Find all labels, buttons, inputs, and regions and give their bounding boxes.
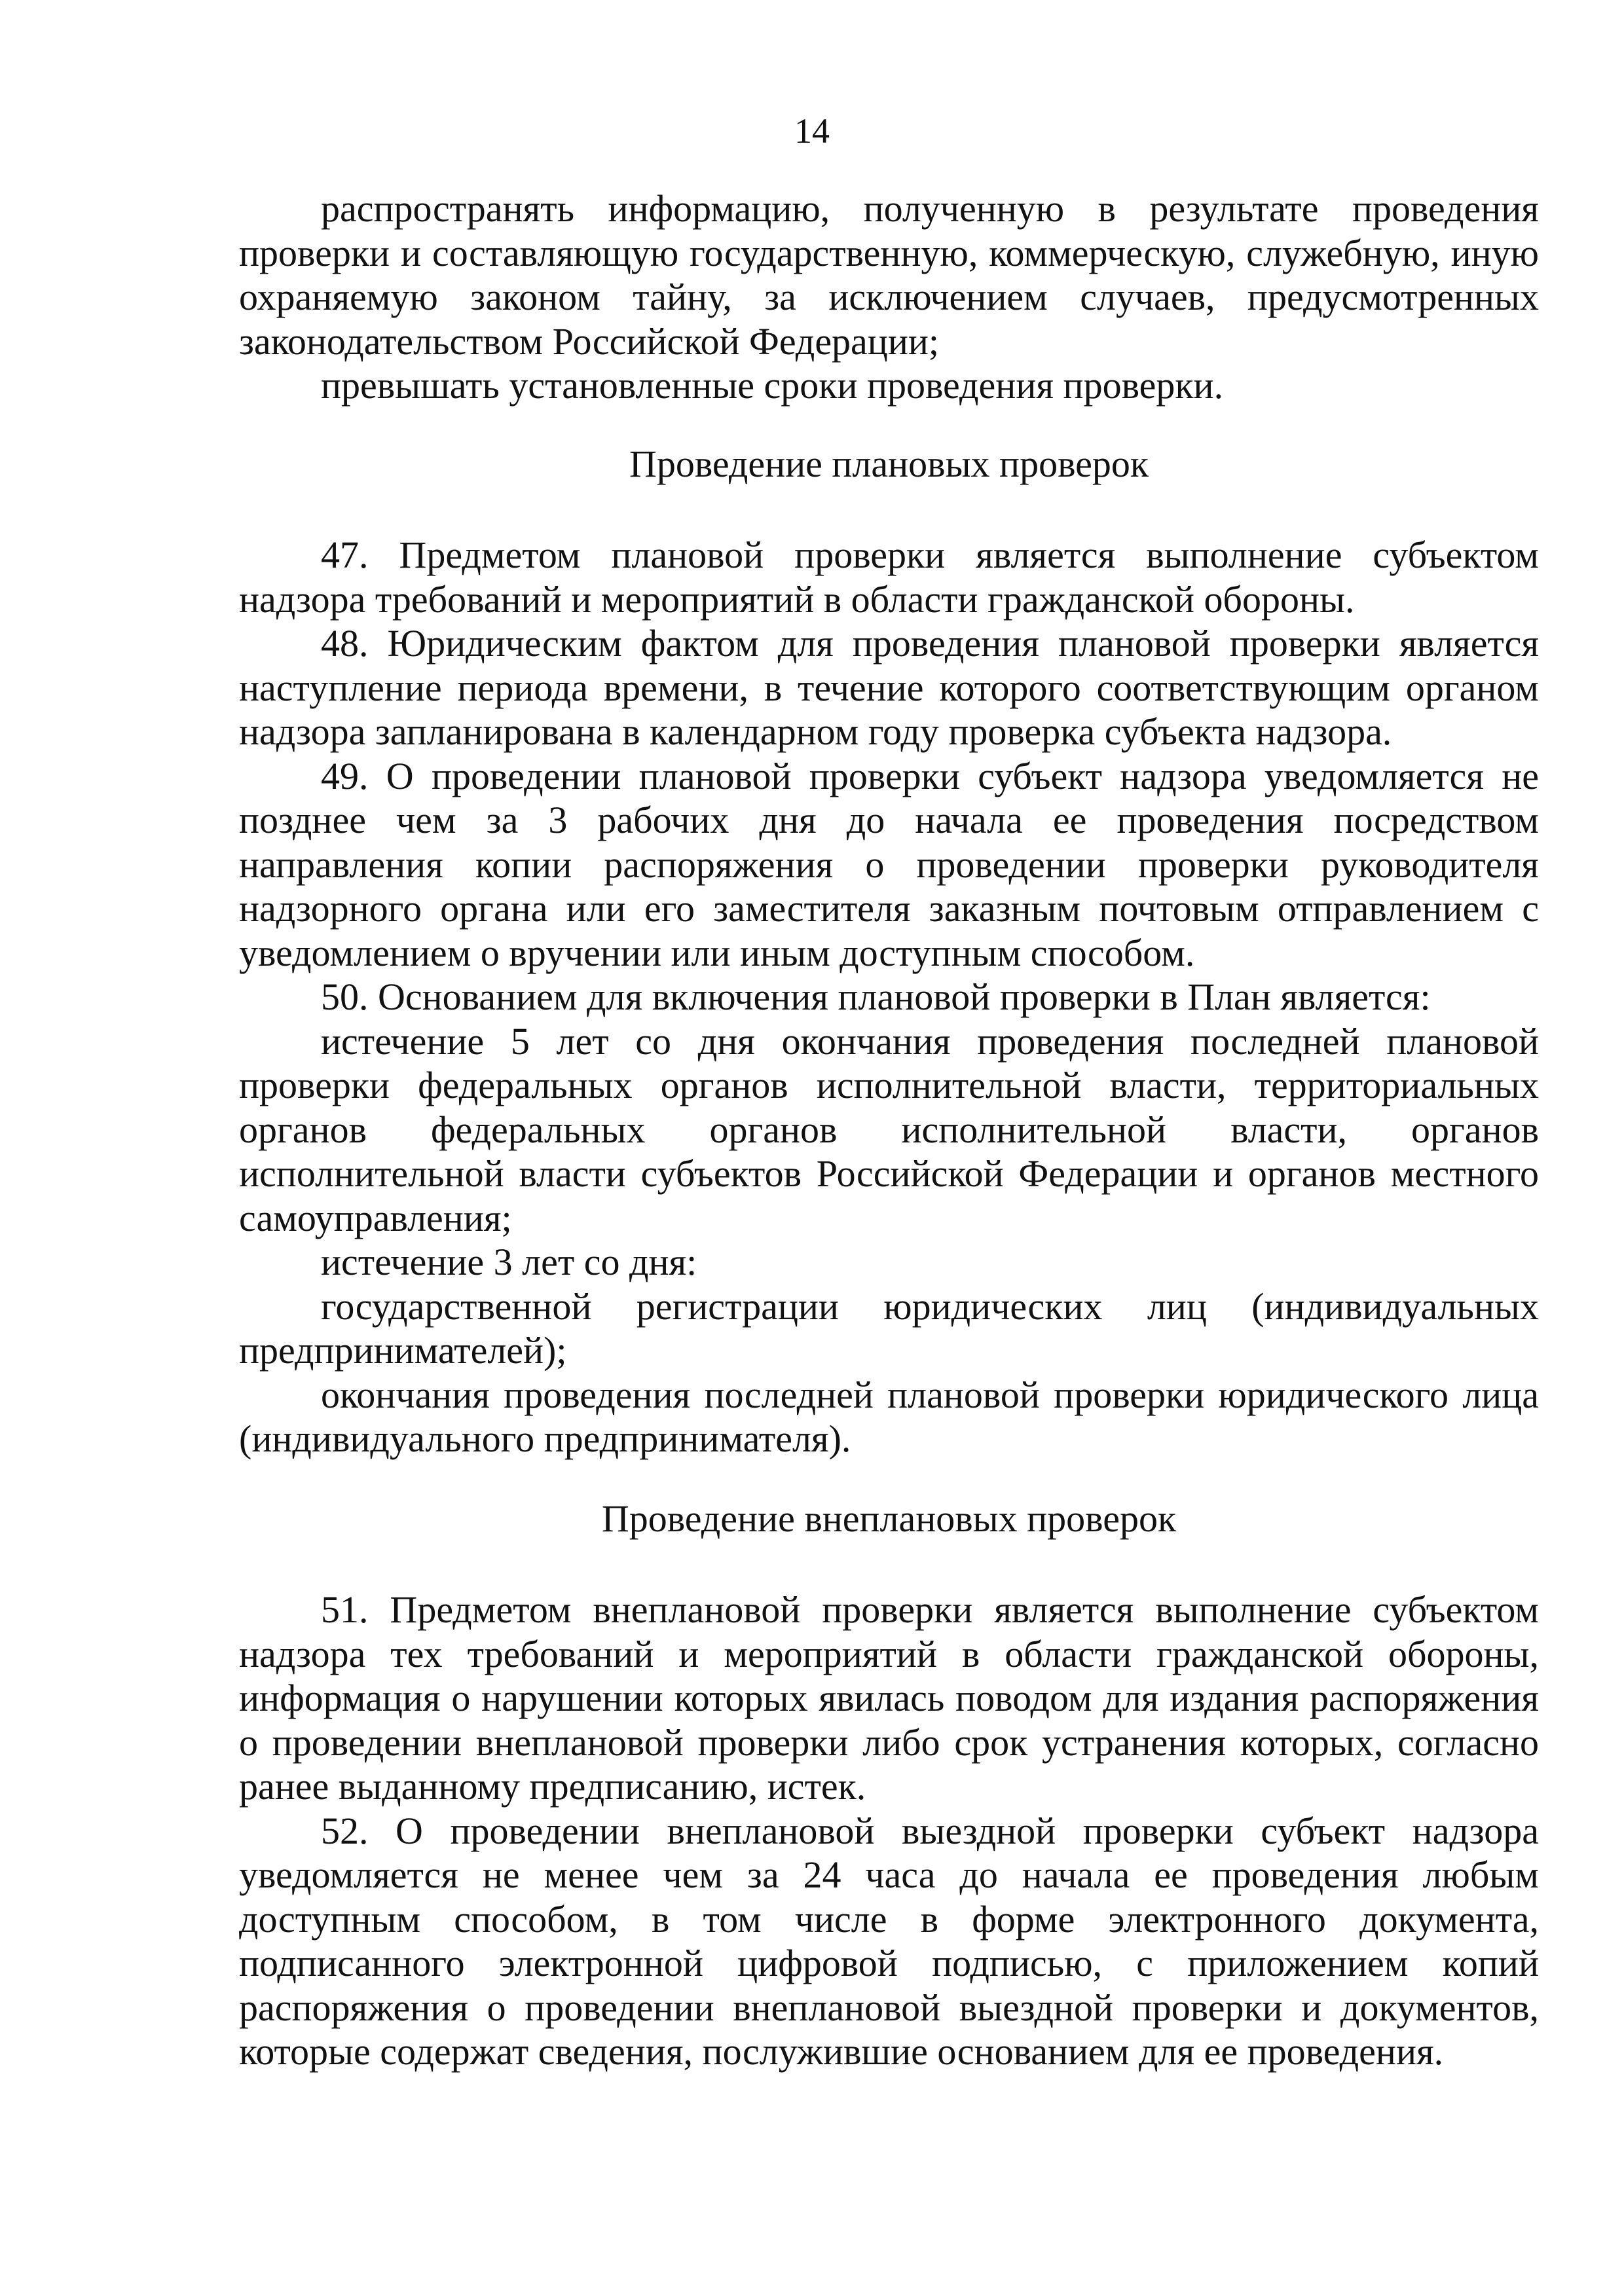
paragraph-49: 49. О проведении плановой проверки субъект надзора уведомляется не позднее чем за 3 рабочих дня до начала ее проведения посредством направления копии распоряжения о проведении проверки руководителя надзорного органа или его заместителя заказным почтовым отправлением с уведомлением о вручении или иным доступным способом. (239, 754, 1539, 974)
paragraph-50: 50. Основанием для включения плановой проверки в План является: (321, 975, 1431, 1018)
paragraph-52: 52. О проведении внеплановой выездной проверки субъект надзора уведомляется не менее чем за 24 часа до начала ее проведения любым доступным способом, в том числе в форме электронного документа, подписанного электронной цифровой подписью, с приложением копий распоряжения о проведении внеплановой выездной проверки и документов, которые содержат сведения, послужившие основанием для ее проведения. (239, 1809, 1539, 2073)
intro-item-2-paragraph: превышать установленные сроки проведения проверки. (321, 364, 1224, 407)
paragraph-50-item-2a: государственной регистрации юридических лиц (индивидуальных предпринимателей); (239, 1285, 1539, 1372)
document-body (239, 187, 1539, 2074)
section-heading-unplanned-inspections: Проведение внеплановых проверок (601, 1497, 1177, 1540)
paragraph-48: 48. Юридическим фактом для проведения плановой проверки является наступление периода времени, в течение которого соответствующим органом надзора запланирована в календарном году проверка субъекта надзора. (239, 622, 1539, 753)
paragraph-50-item-1: истечение 5 лет со дня окончания проведения последней плановой проверки федеральных органов исполнительной власти, территориальных органов федеральных органов исполнительной власти, органов исполнительной власти субъектов Российской Федерации и органов местного самоуправления; (239, 1019, 1539, 1239)
intro-continuation-paragraph: распространять информацию, полученную в результате проведения проверки и составляющую государственную, коммерческую, служебную, иную охраняемую законом тайну, за исключением случаев, предусмотренных законодательством Российской Федерации; (239, 187, 1539, 363)
paragraph-50-item-2b: окончания проведения последней плановой проверки юридического лица (индивидуального предпринимателя). (239, 1373, 1539, 1460)
paragraph-51: 51. Предметом внеплановой проверки является выполнение субъектом надзора тех требований и мероприятий в области гражданской обороны, информация о нарушении которых явилась поводом для издания распоряжения о проведении внеплановой проверки либо срок устранения которых, согласно ранее выданному предписанию, истек. (239, 1588, 1539, 1808)
paragraph-50-item-2: истечение 3 лет со дня: (321, 1241, 697, 1283)
page-number: 14 (794, 111, 830, 151)
section-heading-planned-inspections: Проведение плановых проверок (629, 442, 1149, 485)
paragraph-47: 47. Предметом плановой проверки является выполнение субъектом надзора требований и мероприятий в области гражданской обороны. (239, 534, 1539, 621)
